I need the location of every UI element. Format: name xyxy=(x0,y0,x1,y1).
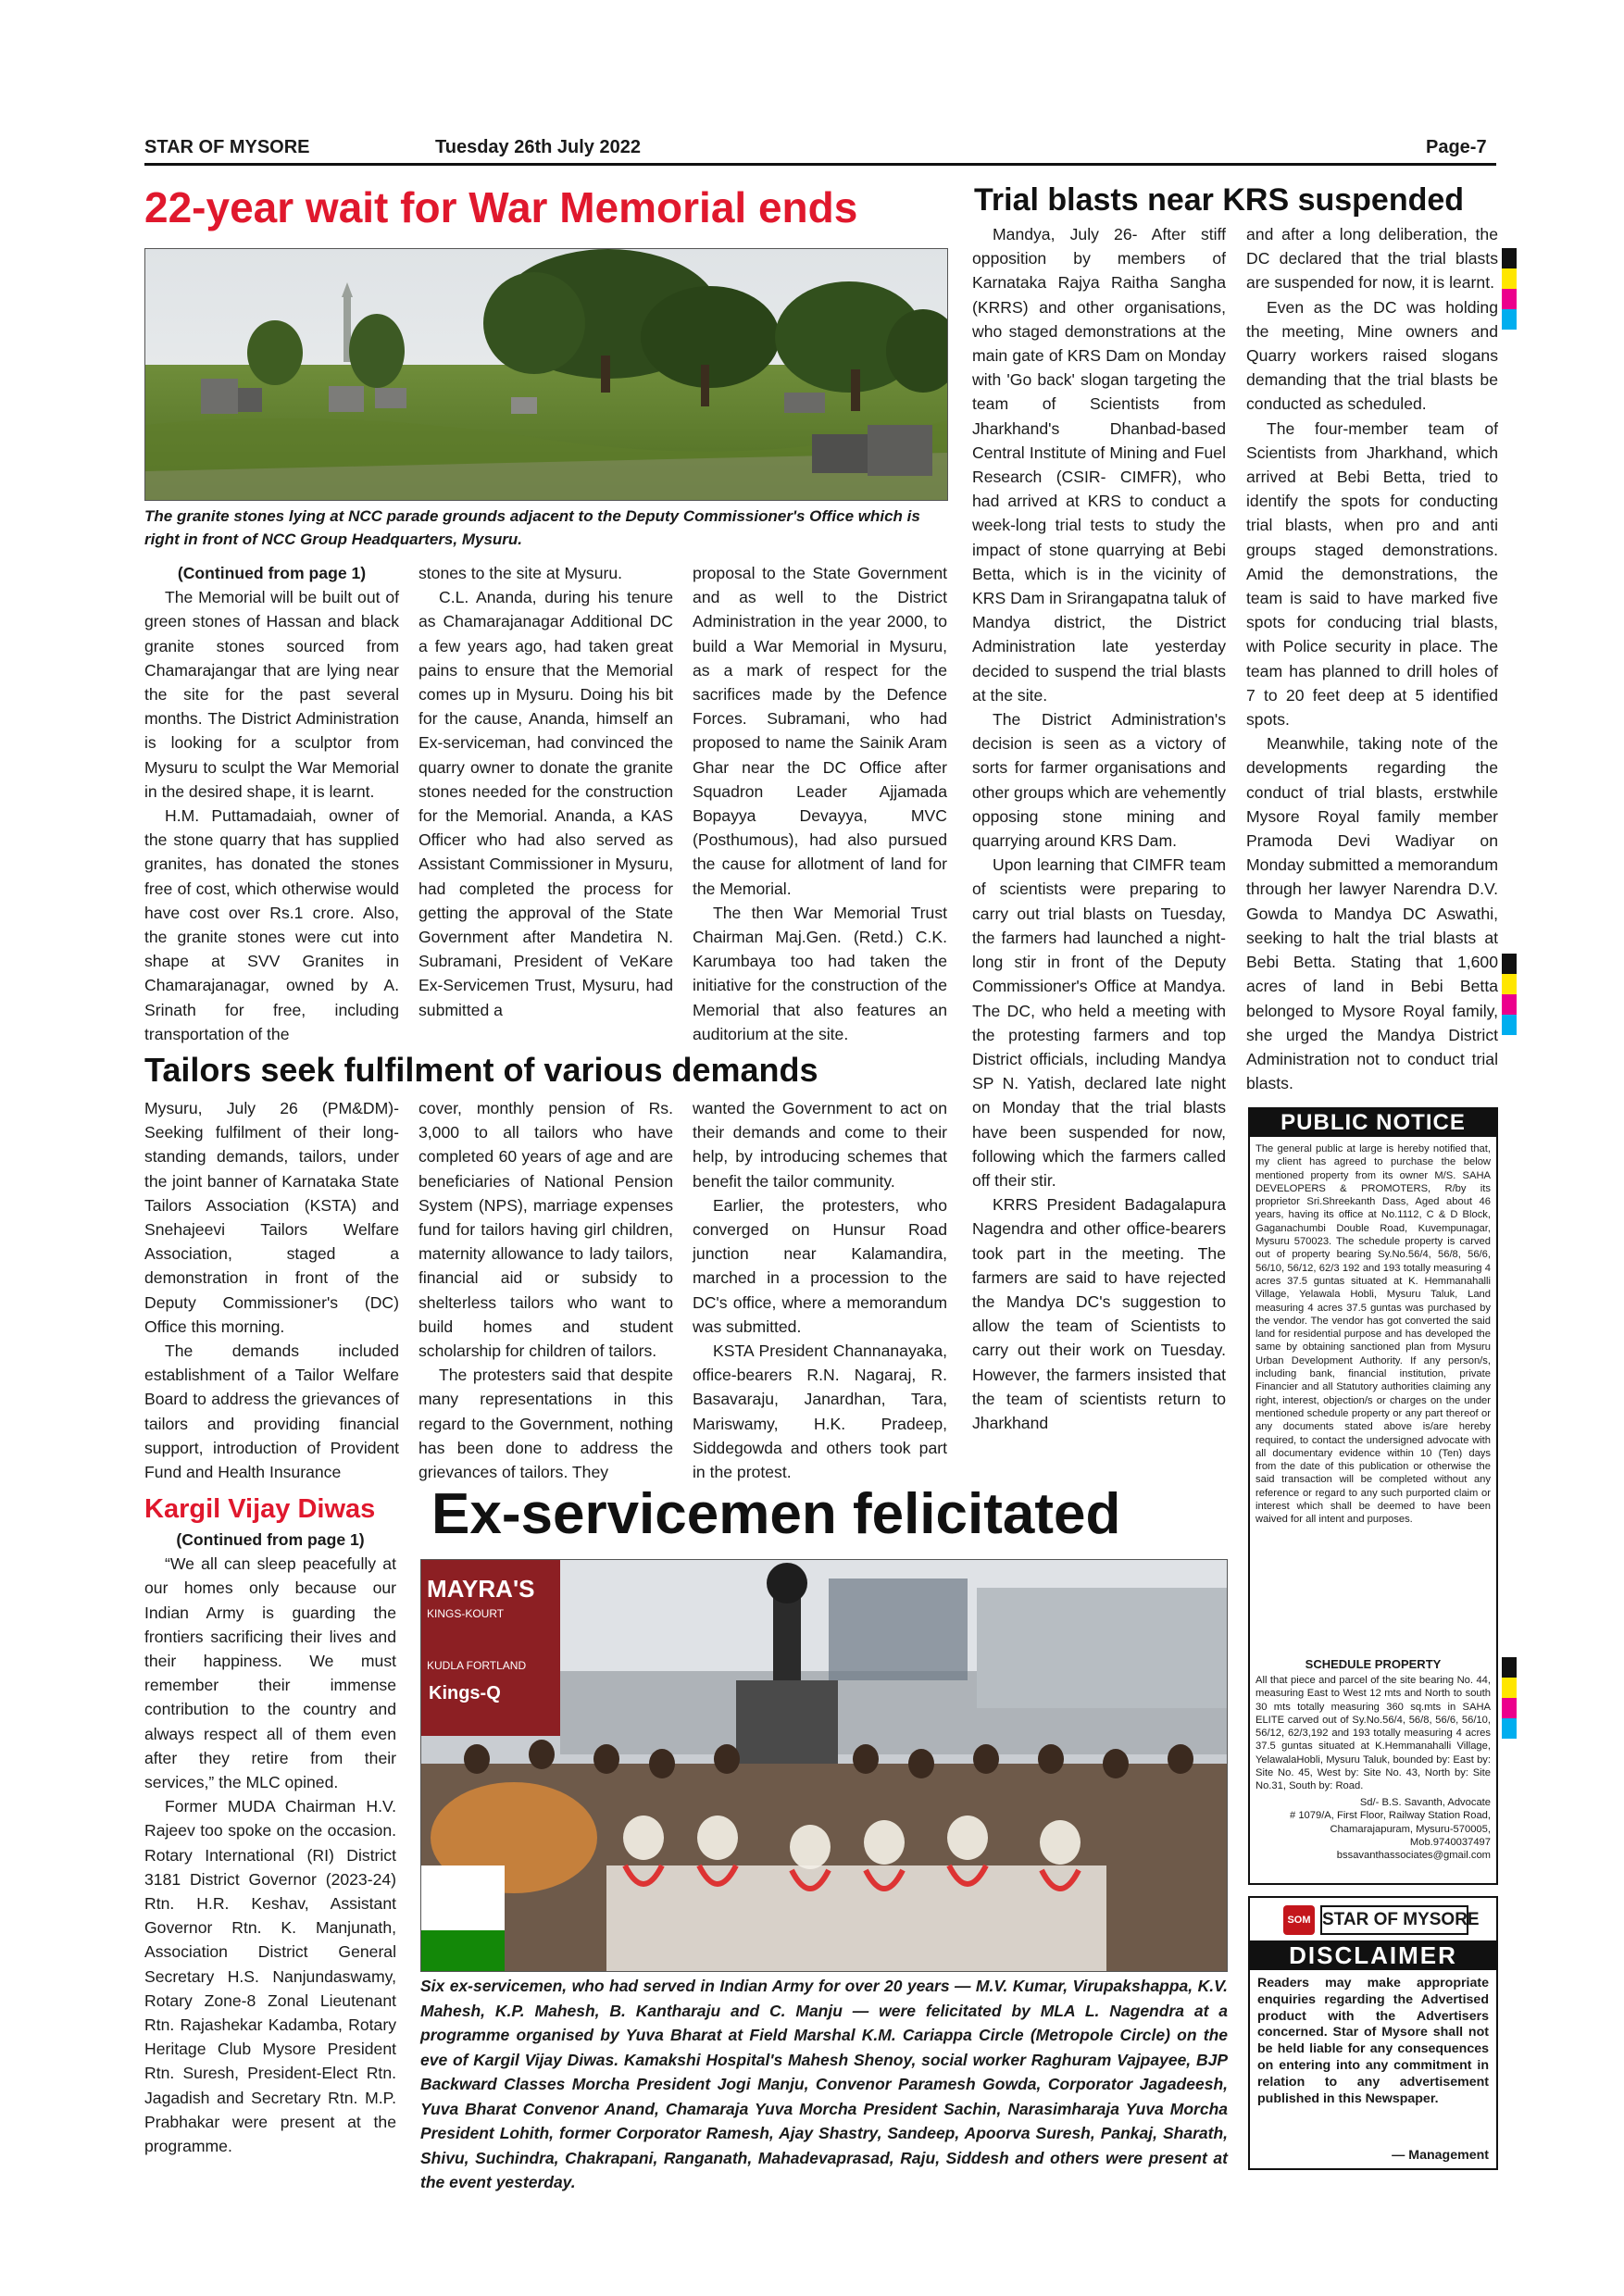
disclaimer-sign: — Management xyxy=(1392,2148,1489,2163)
paragraph: “We all can sleep peacefully at our homes only because our Indian Army is guarding the frontiers sacrificing their lives and their happiness. We must remember their immense contribution to the country and always respect all of them even after they retire from their services,” the MLC opined. xyxy=(144,1554,396,1792)
public-notice-title: PUBLIC NOTICE xyxy=(1250,1109,1496,1137)
krs-headline: Trial blasts near KRS suspended xyxy=(974,182,1465,218)
exservicemen-photo xyxy=(420,1559,1228,1972)
war-memorial-col-2 xyxy=(418,561,673,1022)
paragraph: Mysuru, July 26 (PM&DM)- Seeking fulfilment of their long-standing demands, tailors, under the joint banner of Karnataka State Tailors Association (KSTA) and Snehajeevi Tailors Welfare Association, staged a demonstration in front of the Deputy Commissioner's (DC) Office this morning. xyxy=(144,1099,399,1336)
exservicemen-headline: Ex-servicemen felicitated xyxy=(431,1482,1121,1546)
issue-date: Tuesday 26th July 2022 xyxy=(435,137,641,157)
disclaimer-box xyxy=(1248,1896,1498,2170)
notice-signature: Sd/- B.S. Savanth, Advocate # 1079/A, First Floor, Railway Station Road, Chamarajapuram, Mysuru-570005, Mob.9740037497 bssavanthassociates@gmail.com xyxy=(1289,1797,1491,1862)
paragraph: KSTA President Channanayaka, office-bearers R.N. Nagaraj, R. Basavaraju, Janardhan, Tara, Mariswamy, H.K. Pradeep, Siddegowda and others took part in the protest. xyxy=(693,1341,947,1482)
header-rule xyxy=(144,163,1496,166)
continued-label: (Continued from page 1) xyxy=(177,564,367,582)
paragraph: C.L. Ananda, during his tenure as Chamarajanagar Additional DC a few years ago, had taken great pains to ensure that the Memorial comes up in Mysuru. Doing his bit for the cause, Ananda, himself an Ex-serviceman, had convinced the quarry owner to donate the granite stones needed for the construction for the Memorial. Ananda, a KAS Officer who had also served as Assistant Commissioner in Mysuru, had completed the process for getting the approval of the State Government after Mandetira N. Subramani, President of VeKare Ex-Servicemen Trust, Mysuru, had submitted a xyxy=(418,588,673,1019)
kargil-headline: Kargil Vijay Diwas xyxy=(144,1494,376,1524)
paragraph: The Memorial will be built out of green stones of Hassan and black granite stones sourced from Chamarajangar that are lying near the site for the past several months. The District Administration is looking for a sculptor from Mysuru to sculpt the War Memorial in the desired shape, it is learnt. xyxy=(144,588,399,801)
paragraph: and after a long deliberation, the DC declared that the trial blasts are suspended for now, it is learnt. xyxy=(1246,225,1498,293)
disclaimer-logo-text: STAR OF MYSORE xyxy=(1320,1905,1468,1935)
paragraph: cover, monthly pension of Rs. 3,000 to all tailors who have completed 60 years of age and are beneficiaries of National Pension System (NPS), marriage expenses fund for tailors having girl children, maternity allowance to lady tailors, financial aid or subsidy to shelterless tailors who want to build homes and student scholarship for children of tailors. xyxy=(418,1099,673,1361)
registration-marks-low xyxy=(1502,1657,1517,1739)
paragraph: Upon learning that CIMFR team of scientists were preparing to carry out trial blasts on Tuesday, the farmers had launched a night-long stir in front of the Deputy Commissioner's Office at Mandya. The DC, who held a meeting with the protesting farmers and top District officials, including Mandya SP N. Yatish, declared late night on Monday that the trial blasts have been suspended for now, following which the farmers called off their stir. xyxy=(972,855,1226,1190)
paragraph: wanted the Government to act on their demands and come to their help, by introducing schemes that benefit the tailor community. xyxy=(693,1099,947,1191)
schedule-property-body: All that piece and parcel of the site bearing No. 44, measuring East to West 12 mts and North to south 30 mts totally measuring 360 sq.mts in SAHA ELITE carved out of Sy.No.56/4, 56/8, 56/6, 56/10, 56/12, 62/3,192 and 193 totally measuring 4 acres 37.5 guntas situated at K.Hemmanahalli Village, YelawalaHobli, Mysuru Taluk, bounded by: East by: Site No. 45, West by: Site No. 43, North by: Site No.31, South by: Road. xyxy=(1255,1675,1491,1792)
continued-label: (Continued from page 1) xyxy=(176,1530,365,1549)
photo-sign-kings-kourt: KINGS-KOURT xyxy=(427,1607,505,1620)
tailors-col-2 xyxy=(418,1096,673,1484)
paragraph: Earlier, the protesters, who converged on Hunsur Road junction near Kalamandira, marched in a procession to the DC's office, where a memorandum was submitted. xyxy=(693,1195,947,1336)
paragraph: The four-member team of Scientists from Jharkhand, which arrived at Bebi Betta, tried to identify the spots for conducting trial blasts, when pro and anti groups staged demonstrations. Amid the demonstrations, the team is said to have marked five spots for conducing trial blasts, with Police security in place. The team has planned to drill holes of 7 to 20 feet deep at 5 identified spots. xyxy=(1246,418,1498,730)
public-notice-body: The general public at large is hereby notified that, my client has agreed to purchase the below mentioned property from its owner M/S. SAHA DEVELOPERS & PROMOTERS, R/by its proprietor Sri.Shreekanth Dass, Aged about 46 years, having its office at No.1112, C & D Block, Gaganachumbi Double Road, Kuvempunagar, Mysuru 570023. The schedule property is carved out of property bearing Sy.No.56/4, 56/8, 56/6, 56/10, 56/12, 62/3 192 and 193 totally measuring 4 acres 37.5 guntas situated at K. Hemmanahalli Village, Yelawala Hobli, Mysuru Taluk, Land measuring 4 acres 37.5 guntas was purchased by the vendor. The vendor has got converted the said land for residential purpose and has developed the same by obtaining sanctioned plan from Mysuru Urban Development Authority. If any person/s, including bank, financial institution, private Financier and all Statutory authorities claiming any right, interest, objection/s or charges on the under mentioned schedule property or any part thereof or any documents stated above is/are hereby required, to contact the undersigned advocate with all documentary evidence within 10 (Ten) days from the date of this publication or otherwise the said transaction will be completed without any reference or regard to any such purported claim or interest which shall be deemed to have been waived for all intent and purposes. xyxy=(1255,1143,1491,1526)
paragraph: H.M. Puttamadaiah, owner of the stone quarry that has supplied granites, has donated the stones free of cost, which otherwise would have cost over Rs.1 crore. Also, the granite stones were cut into shape at SVV Granites in Chamarajanagar, owned by A. Srinath for free, including transportation of the xyxy=(144,806,399,1043)
war-memorial-caption: The granite stones lying at NCC parade grounds adjacent to the Deputy Commissioner's Office which is right in front of NCC Group Headquarters, Mysuru. xyxy=(144,507,920,548)
war-memorial-photo xyxy=(144,248,948,501)
krs-col-1 xyxy=(972,222,1226,1435)
registration-marks-top xyxy=(1502,248,1517,330)
tailors-col-1 xyxy=(144,1096,399,1484)
paragraph: The protesters said that despite many representations in this regard to the Government, nothing has been done to address the grievances of tailors. They xyxy=(418,1366,673,1482)
disclaimer-body: Readers may make appropriate enquiries regarding the Advertised product with the Advertisers concerned. Star of Mysore shall not be held liable for any consequences on entering into any commitment in relation to any advertisement published in this Newspaper. xyxy=(1257,1976,1489,2106)
krs-col-2 xyxy=(1246,222,1498,1095)
paragraph: proposal to the State Government and as well to the District Administration in the year 2000, to build a War Memorial in Mysuru, as a mark of respect for the sacrifices made by the Defence Forces. Subramani, who had proposed to name the Sainik Aram Ghar near the DC Office after Squadron Leader Ajjamada Bopayya Devayya, MVC (Posthumous), had also pursued the cause for allotment of land for the Memorial. xyxy=(693,564,947,898)
paragraph: Meanwhile, taking note of the developments regarding the conduct of trial blasts, erstwhile Mysore Royal family member Pramoda Devi Wadiyar on Monday submitted a memorandum through her lawyer Narendra D.V. Gowda to Mandya DC Aswathi, seeking to halt the trial blasts at Bebi Betta. Stating that 1,600 acres of land in Bebi Betta belonged to Mysore Royal family, she urged the Mandya District Administration not to conduct trial blasts. xyxy=(1246,734,1498,1093)
tailors-col-3 xyxy=(693,1096,947,1484)
paragraph: KRRS President Badagalapura Nagendra and other office-bearers took part in the meeting. The farmers are said to have rejected the Mandya DC's suggestion to allow the team of Scientists to carry out their work on Tuesday. However, the farmers insisted that the team of scientists return to Jharkhand xyxy=(972,1195,1226,1432)
paragraph: The demands included establishment of a Tailor Welfare Board to address the grievances of tailors and providing financial support, introduction of Provident Fund and Health Insurance xyxy=(144,1341,399,1482)
exservicemen-caption: Six ex-servicemen, who had served in Indian Army for over 20 years — M.V. Kumar, Virupakshappa, K.V. Mahesh, K.P. Mahesh, B. Kantharaju and C. Manju — were felicitated by MLA L. Nagendra at a programme organised by Yuva Bharat at Field Marshal K.M. Cariappa Circle (Metropole Circle) on the eve of Kargil Vijay Diwas. Kamakshi Hospital's Mahesh Shenoy, social worker Raghuram Vajpayee, BJP Backward Classes Morcha President Jogi Manju, Convenor Paramesh Gowda, Corporator Jagadeesh, Yuva Bharat Convenor Anand, Chamaraja Yuva Morcha President Sachin, Narasimharaja Yuva Morcha President Lohith, former Corporator Ramesh, Ajay Shastry, Sandeep, Apoorva Suresh, Pankaj, Sharath, Shivu, Suchindra, Chakrapani, Ranganath, Mahadevaprasad, Raju, Siddesh and others were present at the event yesterday. xyxy=(420,1977,1228,2191)
war-memorial-col-3 xyxy=(693,561,947,1046)
war-memorial-headline: 22-year wait for War Memorial ends xyxy=(144,183,858,231)
tailors-headline: Tailors seek fulfilment of various demands xyxy=(144,1051,818,1089)
page-number: Page-7 xyxy=(1426,137,1487,157)
photo-sign-kudla: KUDLA FORTLAND xyxy=(427,1659,527,1672)
masthead-label: STAR OF MYSORE xyxy=(144,137,310,157)
photo-sign-mayras: MAYRA'S xyxy=(427,1575,535,1603)
disclaimer-title: DISCLAIMER xyxy=(1250,1940,1496,1970)
paragraph: The then War Memorial Trust Chairman Maj.Gen. (Retd.) C.K. Karumbaya too had taken the initiative for the construction of the Memorial that also features an auditorium at the site. xyxy=(693,903,947,1043)
paragraph: The District Administration's decision is seen as a victory of sorts for farmer organisations and other groups which are vehemently opposing stone mining and quarrying around KRS Dam. xyxy=(972,710,1226,851)
paragraph: Former MUDA Chairman H.V. Rajeev too spoke on the occasion. Rotary International (RI) District 3181 District Governor (2023-24) Rtn. H.R. Keshav, Assistant Governor Rtn. K. Manjunath, Association District General Secretary H.S. Nanjundaswamy, Rotary Zone-8 Zonal Lieutenant Rtn. Rajashekar Kadamba, Rotary Heritage Club Mysore President Rtn. Suresh, President-Elect Rtn. Jagadish and Secretary Rtn. M.P. Prabhakar were present at the programme. xyxy=(144,1797,396,2156)
paragraph: stones to the site at Mysuru. xyxy=(418,564,623,582)
photo-sign-kingsq: Kings-Q xyxy=(429,1683,501,1703)
schedule-property-title: SCHEDULE PROPERTY xyxy=(1305,1657,1442,1671)
registration-marks-mid xyxy=(1502,954,1517,1035)
kargil-column xyxy=(144,1528,396,2158)
public-notice-box xyxy=(1248,1107,1498,1885)
disclaimer-logo xyxy=(1283,1905,1480,1935)
paragraph: Even as the DC was holding the meeting, Mine owners and Quarry workers raised slogans demanding that the trial blasts be conducted as scheduled. xyxy=(1246,297,1498,414)
paragraph: Mandya, July 26- After stiff opposition by members of Karnataka Rajya Raitha Sangha (KRRS) and other organisations, who staged demonstrations at the main gate of KRS Dam on Monday with 'Go back' slogan targeting the team of Scientists from Jharkhand's Dhanbad-based Central Institute of Mining and Fuel Research (CSIR- CIMFR), who had arrived at KRS to conduct a week-long trial tests to study the impact of stone quarrying at Bebi Betta, which is in the vicinity of KRS Dam in Srirangapatna taluk of Mandya district, the District Administration late yesterday decided to suspend the trial blasts at the site. xyxy=(972,225,1226,705)
star-logo-icon: SOM xyxy=(1283,1905,1315,1935)
war-memorial-col-1 xyxy=(144,561,399,1046)
